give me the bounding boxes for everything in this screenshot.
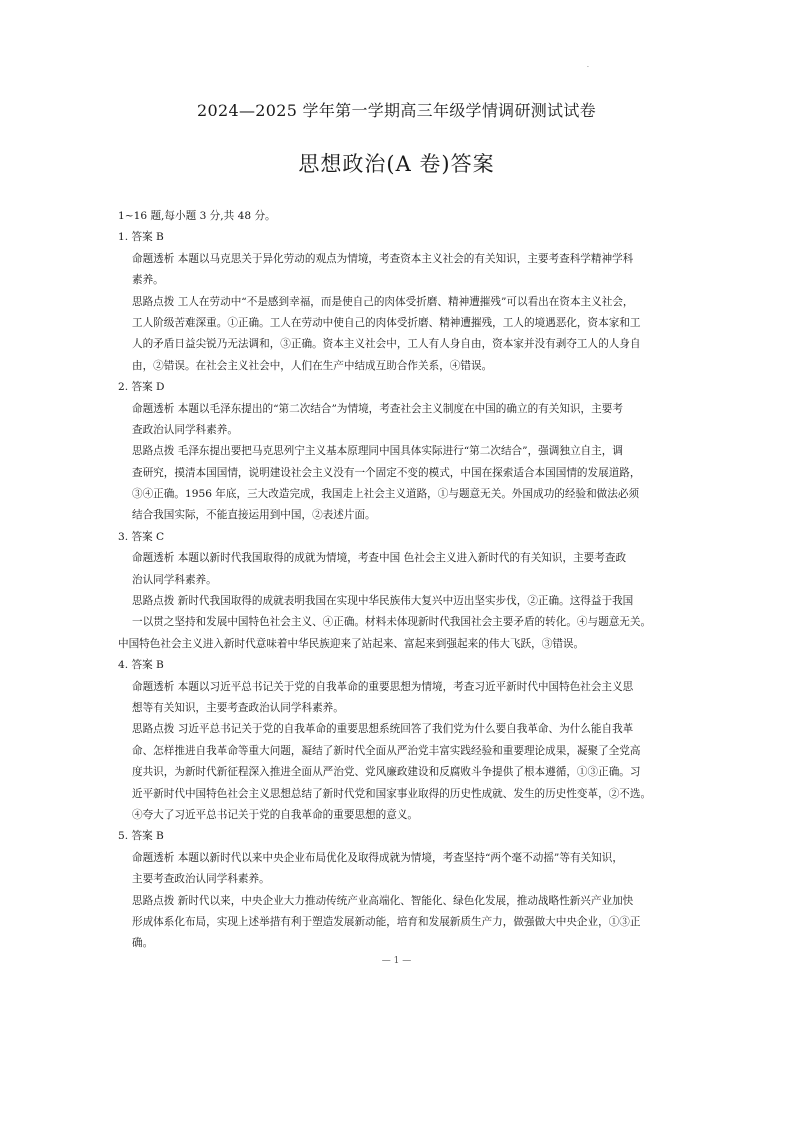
answer-text-line: 度共识，为新时代新征程深入推进全面从严治党、党风廉政建设和反腐败斗争提供了根本遵循，①③正确。习	[132, 766, 641, 779]
answer-text-line: 命题透析 本题以习近平总书记关于党的自我革命的重要思想为情境，考查习近平新时代中国特色社会主义思	[132, 680, 634, 693]
answer-text-line: ④夸大了习近平总书记关于党的自我革命的重要思想的意义。	[132, 808, 419, 821]
answer-text-line: 思路点拨 毛泽东提出要把马克思列宁主义基本原理同中国具体实际进行“第二次结合”，强调独立自主，调	[132, 445, 623, 458]
answer-text-line: 思路点拨 习近平总书记关于党的自我革命的重要思想系统回答了我们党为什么要自我革命、为什么能自我革	[132, 723, 634, 736]
answer-text-line: 命、怎样推进自我革命等重大问题，凝结了新时代全面从严治党丰富实践经验和重要理论成果，凝聚了全党高	[132, 744, 641, 757]
answer-text-line: ③④正确。1956 年底，三大改造完成，我国走上社会主义道路，①与题意无关。外国成功的经验和做法必须	[132, 488, 640, 501]
answer-text-line: 工人阶级苦难深重。①正确。工人在劳动中使自己的肉体受折磨、精神遭摧残，工人的境遇恶化，资本家和工	[132, 316, 641, 329]
answer-text-line: 查研究，摸清本国国情，说明建设社会主义没有一个固定不变的模式，中国在探索适合本国国情的发展道路，	[132, 466, 641, 479]
answer-text-line: 一以贯之坚持和发展中国特色社会主义、④正确。材料未体现新时代我国社会主要矛盾的转化。④与题意无关。	[132, 616, 652, 629]
answer-subtitle: 思想政治(A 卷)答案	[298, 152, 495, 176]
answer-heading: 2. 答案 D	[118, 381, 165, 394]
intro-line: 1~16 题,每小题 3 分,共 48 分。	[118, 210, 276, 222]
answer-text-line: 思路点拨 新时代以来，中央企业大力推动传统产业高端化、智能化、绿色化发展，推动战略性新兴产业加快	[132, 894, 634, 907]
answer-text-line: 形成体系化布局，实现上述举措有利于塑造发展新动能，培育和发展新质生产力，做强做大中央企业，①③正	[132, 915, 641, 928]
answer-text-line: 近平新时代中国特色社会主义思想总结了新时代党和国家事业取得的历史性成就、发生的历史性变革，②不选。	[132, 787, 652, 800]
answer-text-line: 思路点拨 工人在劳动中“不是感到幸福，而是使自己的肉体受折磨、精神遭摧残”可以看出在资本主义社会，	[132, 295, 634, 308]
answer-heading: 3. 答案 C	[118, 530, 165, 543]
answer-heading: 4. 答案 B	[118, 659, 164, 672]
answer-text-line: 命题透析 本题以新时代以来中央企业布局优化及取得成就为情境，考查坚持“两个毫不动摇”等有关知识，	[132, 851, 623, 864]
answer-text-line: 想等有关知识，主要考查政治认同学科素养。	[132, 701, 344, 714]
answer-heading: 5. 答案 B	[118, 830, 164, 843]
answer-text-line: 素养。	[132, 274, 164, 287]
page-number: — 1 —	[381, 956, 412, 966]
answer-text-line: 查政治认同学科素养。	[132, 423, 238, 436]
answer-text-line: 命题透析 本题以毛泽东提出的“第二次结合”为情境，考查社会主义制度在中国的确立的有关知识，主要考	[132, 402, 623, 415]
answer-text-line: 确。	[132, 937, 154, 950]
answer-text-line: 结合我国实际，不能直接运用到中国，②表述片面。	[132, 509, 376, 522]
answer-text-line: 中国特色社会主义进入新时代意味着中华民族迎来了站起来、富起来到强起来的伟大飞跃，③错误。	[118, 637, 585, 650]
answer-text-line: 人的矛盾日益尖锐乃无法调和，③正确。资本主义社会中，工人有人身自由，资本家并没有剥夺工人的人身自	[132, 338, 641, 351]
answer-text-line: 思路点拨 新时代我国取得的成就表明我国在实现中华民族伟大复兴中迈出坚实步伐，②正确。这得益于我国	[132, 595, 634, 608]
answer-text-line: 由，②错误。在社会主义社会中，人们在生产中结成互助合作关系，④错误。	[132, 359, 493, 372]
answer-heading: 1. 答案 B	[118, 231, 164, 244]
answer-text-line: 命题透析 本题以马克思关于异化劳动的观点为情境，考查资本主义社会的有关知识，主要考查科学精神学科	[132, 252, 634, 265]
answer-text-line: 主要考查政治认同学科素养。	[132, 873, 270, 886]
answer-text-line: 治认同学科素养。	[132, 573, 217, 586]
answer-text-line: 命题透析 本题以新时代我国取得的成就为情境，考查中国 色社会主义进入新时代的有关知识，主要考查政	[132, 552, 627, 565]
corner-mark: ·	[587, 64, 589, 71]
exam-title: 2024—2025 学年第一学期高三年级学情调研测试试卷	[197, 101, 596, 120]
answer-content	[118, 206, 688, 955]
